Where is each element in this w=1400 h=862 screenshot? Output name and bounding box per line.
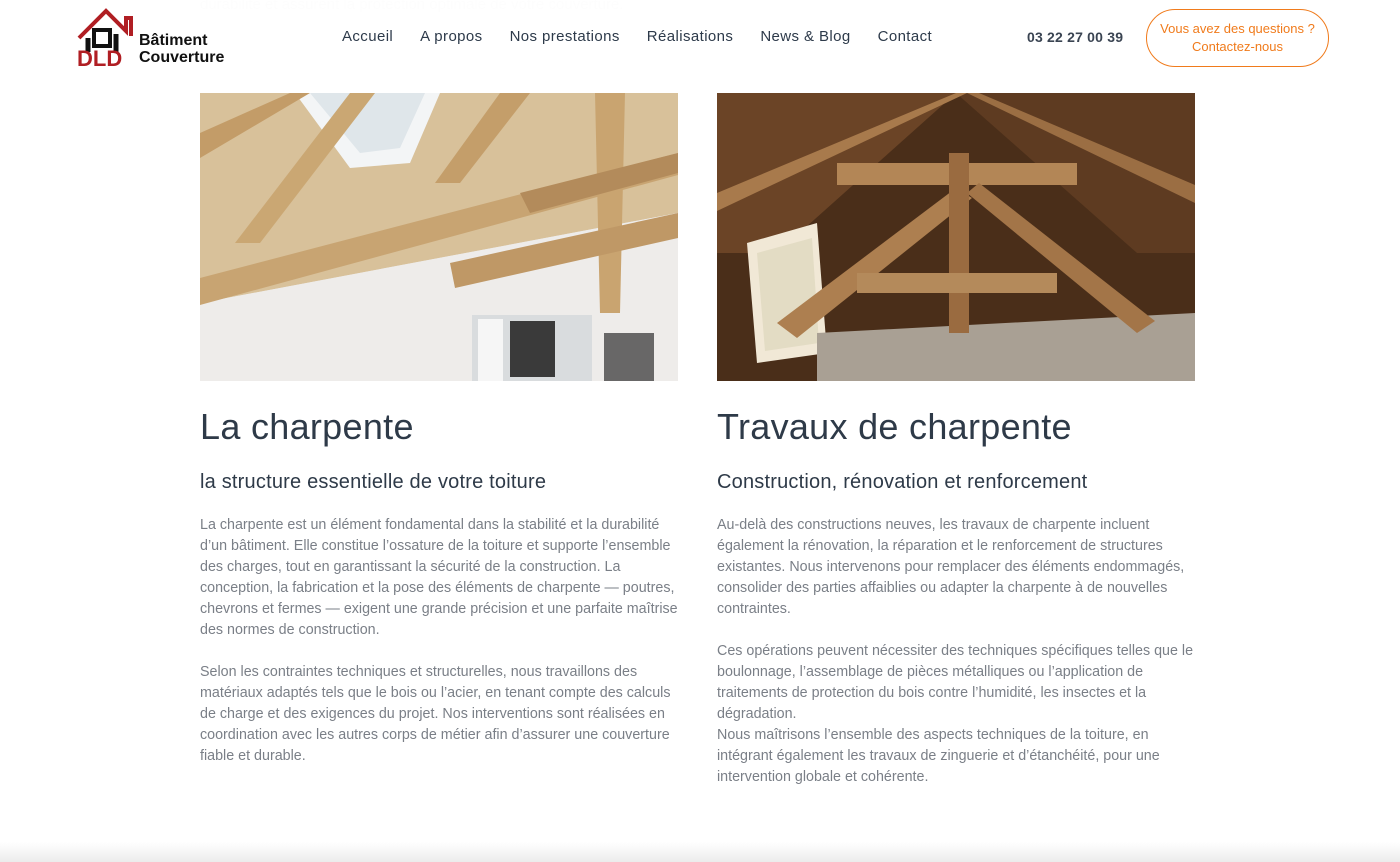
logo-wordmark <box>139 32 224 66</box>
logo-initials: DLD <box>77 46 123 68</box>
paragraph: Au-delà des constructions neuves, les travaux de charpente incluent également la rénovation, la réparation et le renforcement de structures existantes. Nous intervenons pour remplacer des éléments endommagés, consolider des parties affaiblies ou adapter la charpente à de nouvelles contraintes. <box>717 517 1185 617</box>
nav-link-prestations[interactable]: Nos prestations <box>509 28 620 45</box>
card-subtitle: Construction, rénovation et renforcement <box>717 471 1088 493</box>
card-body <box>717 515 1195 788</box>
nav-link-contact[interactable]: Contact <box>877 28 933 45</box>
paragraph: Ces opérations peuvent nécessiter des techniques spécifiques telles que le boulonnage, l’assemblage de pièces métalliques ou l’application de traitements de protection du bois contre l’humidité, les insectes et la dégradation. <box>717 643 1194 722</box>
house-logo-icon <box>76 8 136 68</box>
logo-line-1: Bâtiment <box>139 32 208 49</box>
section-divider <box>0 842 1400 862</box>
nav-link-news-blog[interactable]: News & Blog <box>760 28 851 45</box>
main-navigation <box>342 28 959 45</box>
cta-line-1: Vous avez des questions ? <box>1160 21 1315 36</box>
logo-line-2: Couverture <box>139 49 225 66</box>
paragraph: La charpente est un élément fondamental dans la stabilité et la durabilité d’un bâtiment. Elle constitue l’ossature de la toiture et supporte l’ensemble des charges, tout en garantissant la sécurité de la construction. La conception, la fabrication et la pose des éléments de charpente — poutres, chevrons et fermes — exigent une grande précision et une parfaite maîtrise des normes de construction. <box>200 517 678 638</box>
brand-logo[interactable] <box>76 8 246 68</box>
card-subtitle: la structure essentielle de votre toiture <box>200 471 547 493</box>
nav-link-a-propos[interactable]: A propos <box>420 28 483 45</box>
cta-line-2: Contactez-nous <box>1191 39 1284 54</box>
paragraph: Nous maîtrisons l’ensemble des aspects techniques de la toiture, en intégrant également les travaux de zinguerie et d’étanchéité, pour une intervention globale et cohérente. <box>717 727 1160 785</box>
attic-skylight-photo <box>200 93 678 381</box>
contact-cta-button[interactable] <box>1146 9 1329 67</box>
site-header <box>0 0 1400 76</box>
old-timber-truss-photo <box>717 93 1195 381</box>
card-title: Travaux de charpente <box>717 406 1072 447</box>
nav-link-accueil[interactable]: Accueil <box>342 28 394 45</box>
card-la-charpente <box>200 93 678 767</box>
card-title: La charpente <box>200 406 414 447</box>
card-travaux-de-charpente <box>717 93 1195 788</box>
card-body <box>200 515 678 767</box>
nav-link-realisations[interactable]: Réalisations <box>646 28 734 45</box>
phone-number-link[interactable]: 03 22 27 00 39 <box>1027 29 1124 45</box>
paragraph: Selon les contraintes techniques et structurelles, nous travaillons des matériaux adaptés tels que le bois ou l’acier, en tenant compte des calculs de charge et des exigences du projet. Nos interventions sont réalisées en coordination avec les autres corps de métier afin d’assurer une couverture fiable et durable. <box>200 664 671 764</box>
